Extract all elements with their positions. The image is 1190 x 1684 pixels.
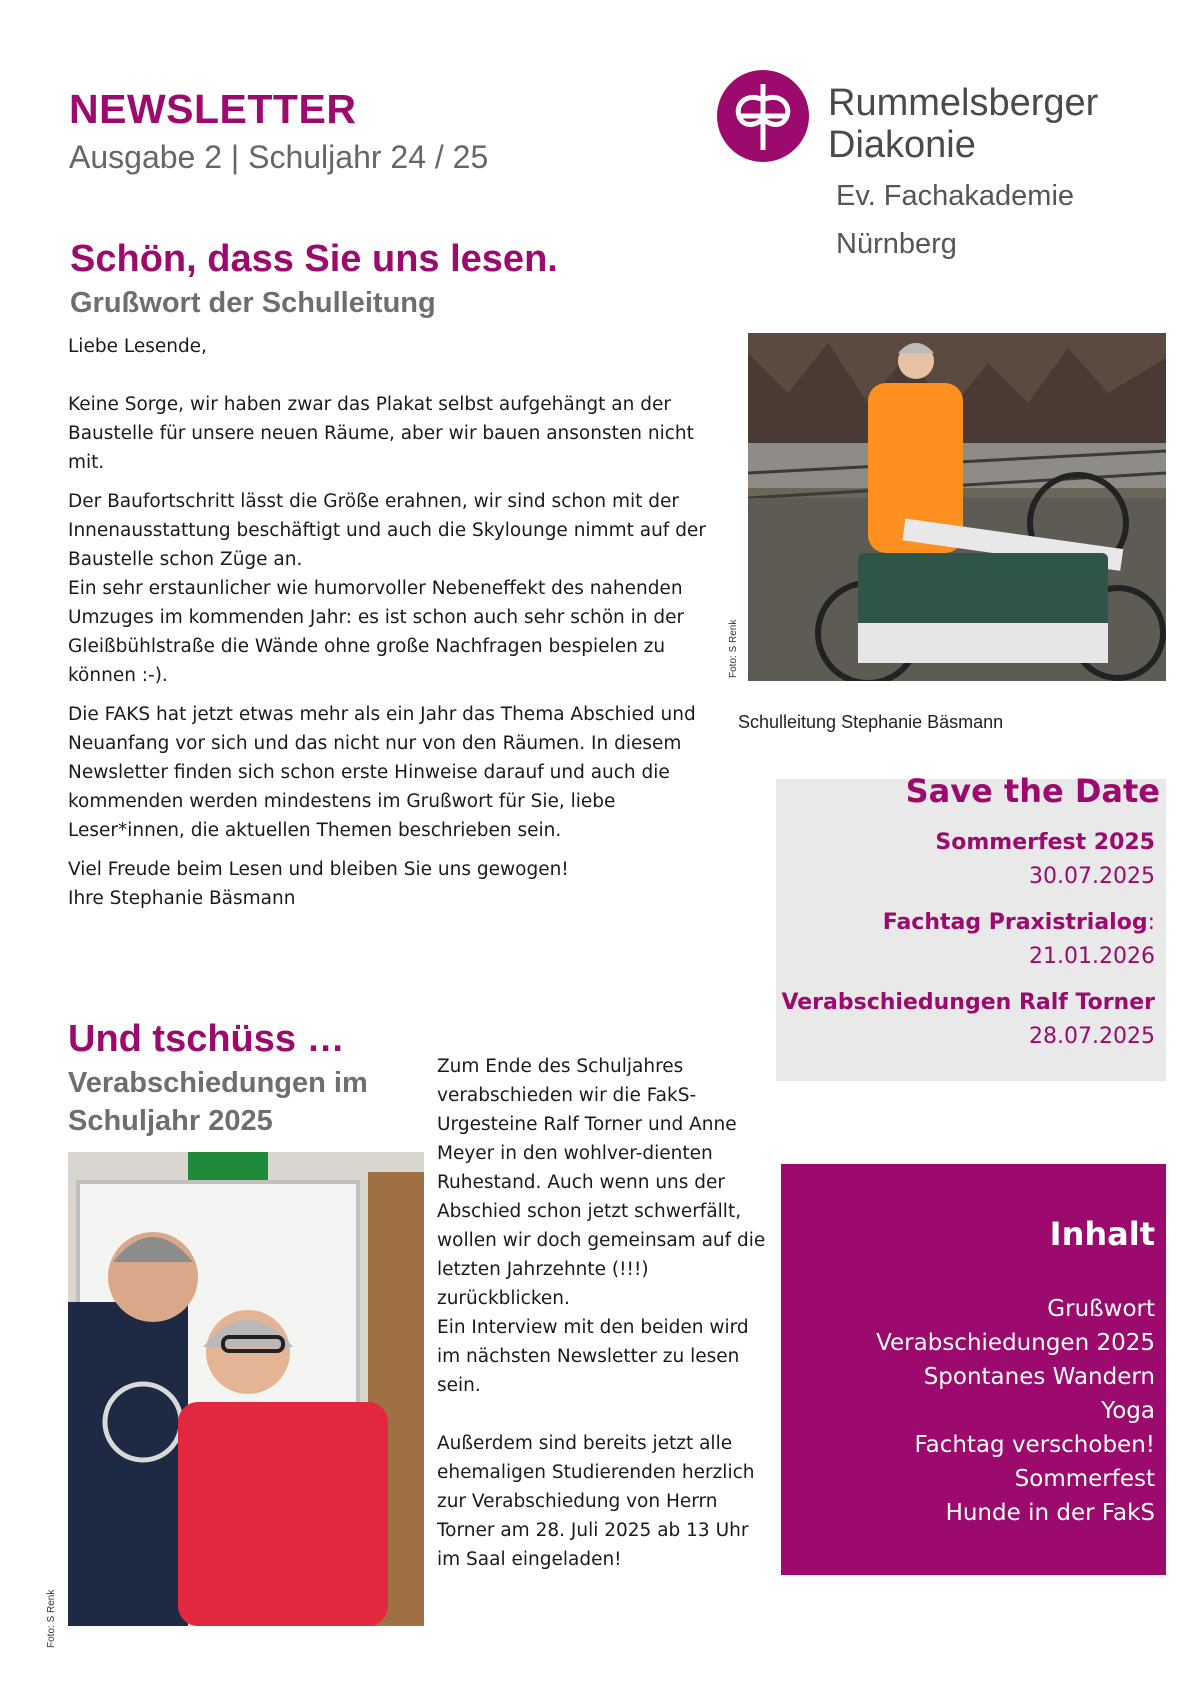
event-item: Sommerfest 2025 30.07.2025 bbox=[725, 826, 1155, 894]
contents-item: Fachtag verschoben! bbox=[914, 1432, 1155, 1458]
event-date: 21.01.2026 bbox=[1029, 944, 1155, 969]
newsletter-title: NEWSLETTER bbox=[69, 86, 357, 132]
greeting-closing: Viel Freude beim Lesen und bleiben Sie uns gewogen! bbox=[68, 859, 569, 880]
greeting-paragraph: Der Baufortschritt lässt die Größe erahnen, wir sind schon mit der Innenausstattung beschäftigt und auch die Skylounge nimmt auf der Baustelle schon Züge an. bbox=[68, 491, 706, 570]
event-item: Verabschiedungen Ralf Torner 28.07.2025 bbox=[725, 986, 1155, 1054]
greeting-paragraph: Die FAKS hat jetzt etwas mehr als ein Jahr das Thema Abschied und Neuanfang vor sich und das nicht nur von den Räumen. In diesem Newsletter finden sich schon erste Hinweise darauf und auch die kommenden werden mindestens im Grußwort für Sie, liebe Leser*innen, die aktuellen Themen beschrieben sein. bbox=[68, 704, 696, 841]
photo-caption: Schulleitung Stephanie Bäsmann bbox=[738, 712, 1004, 732]
photo-credit: Foto: S Renk bbox=[728, 619, 739, 678]
greeting-signature: Ihre Stephanie Bäsmann bbox=[68, 888, 296, 909]
rummelsberger-logo-icon bbox=[717, 70, 809, 162]
event-date: 30.07.2025 bbox=[1029, 864, 1155, 889]
contents-title: Inhalt bbox=[1049, 1215, 1155, 1253]
save-the-date-list bbox=[725, 826, 1155, 1066]
contents-item: Spontanes Wandern bbox=[923, 1364, 1155, 1390]
logo-name: Rummelsberger Diakonie bbox=[828, 82, 1099, 166]
contents-list bbox=[775, 1292, 1155, 1530]
event-date: 28.07.2025 bbox=[1029, 1024, 1155, 1049]
contents-item: Sommerfest bbox=[1014, 1466, 1155, 1492]
greeting-body bbox=[68, 332, 733, 923]
farewell-paragraph: Außerdem sind bereits jetzt alle ehemaligen Studierenden herzlich zur Verabschiedung von Herrn Torner am 28. Juli 2025 ab 13 Uhr im Saal eingeladen! bbox=[437, 1433, 755, 1570]
greeting-subtitle: Grußwort der Schulleitung bbox=[70, 287, 436, 319]
event-item: Fachtag Praxistrialog: 21.01.2026 bbox=[725, 906, 1155, 974]
photo-credit: Foto: S Renk bbox=[46, 1589, 57, 1648]
issue-label: Ausgabe 2 | Schuljahr 24 / 25 bbox=[69, 139, 489, 175]
greeting-paragraph: Ein sehr erstaunlicher wie humorvoller Nebeneffekt des nahenden Umzuges im kommenden Jahr: es ist schon auch sehr schön in der Gleißbühlstraße die Wände ohne große Nachfragen bespielen zu können :-). bbox=[68, 578, 685, 686]
farewell-body bbox=[437, 1052, 772, 1574]
farewell-paragraph: Ein Interview mit den beiden wird im nächsten Newsletter zu lesen sein. bbox=[437, 1317, 749, 1396]
contents-item: Hunde in der FakS bbox=[945, 1500, 1155, 1526]
farewell-photo bbox=[68, 1152, 424, 1626]
farewell-title: Und tschüss … bbox=[68, 1018, 345, 1060]
principal-photo bbox=[748, 333, 1166, 681]
greeting-paragraph: Keine Sorge, wir haben zwar das Plakat selbst aufgehängt an der Baustelle für unsere neuen Räume, aber wir bauen ansonsten nicht mit. bbox=[68, 394, 694, 473]
save-the-date-title: Save the Date bbox=[905, 772, 1160, 810]
salutation: Liebe Lesende, bbox=[68, 336, 207, 357]
logo-subtitle: Ev. Fachakademie Nürnberg bbox=[836, 180, 1075, 260]
contents-item: Grußwort bbox=[1047, 1296, 1155, 1322]
farewell-subtitle: Verabschiedungen im Schuljahr 2025 bbox=[68, 1067, 368, 1137]
contents-item: Yoga bbox=[1101, 1398, 1155, 1424]
contents-item: Verabschiedungen 2025 bbox=[876, 1330, 1155, 1356]
farewell-paragraph: Zum Ende des Schuljahres verabschieden wir die FakS-Urgesteine Ralf Torner und Anne Meyer in den wohlver-dienten Ruhestand. Auch wenn uns der Abschied schon jetzt schwerfällt, wollen wir doch gemeinsam auf die letzten Jahrzehnte (!!!) zurückblicken. bbox=[437, 1056, 766, 1309]
greeting-title: Schön, dass Sie uns lesen. bbox=[70, 238, 558, 280]
